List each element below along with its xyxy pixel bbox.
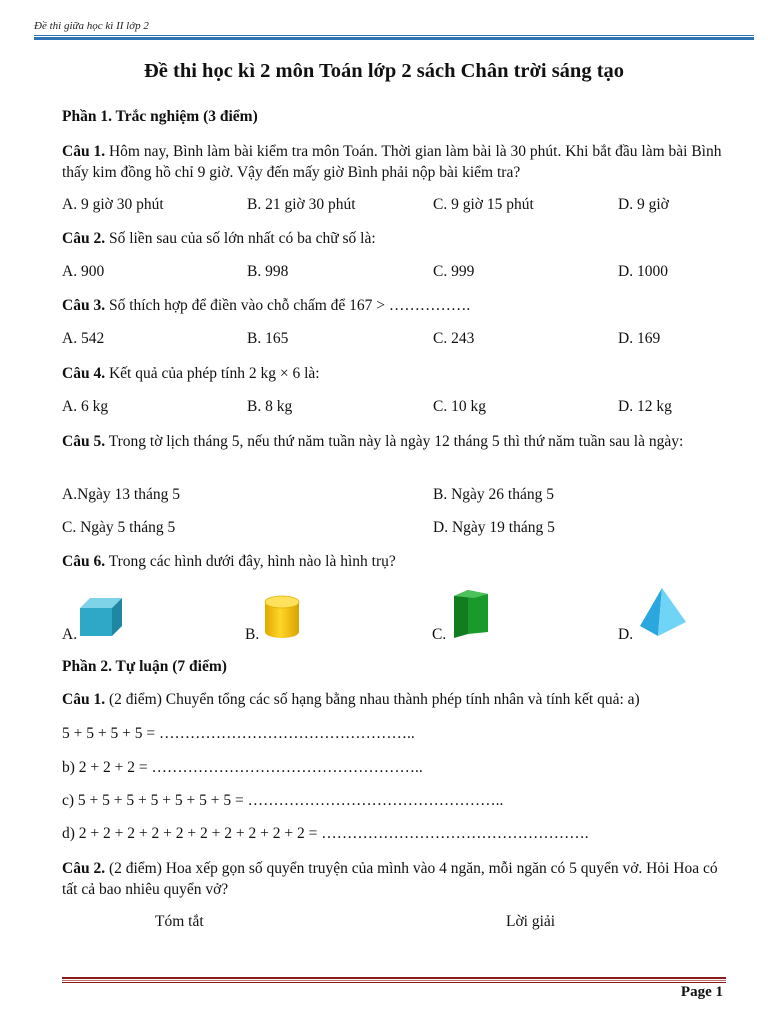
running-header: Đề thi giữa học kì II lớp 2 [34, 20, 149, 32]
document-title: Đề thi học kì 2 môn Toán lớp 2 sách Chân trời sáng tạo [143, 60, 625, 82]
q1-option-a: A. 9 giờ 30 phút [62, 196, 164, 213]
question-2 [62, 230, 376, 248]
part2-heading [62, 658, 227, 676]
question-5-label: Câu 5. [62, 433, 106, 450]
part1-heading-text: Phần 1. Trắc nghiệm (3 điểm) [62, 108, 258, 125]
question-3-label: Câu 3. [62, 297, 106, 314]
q2-option-a: A. 900 [62, 263, 105, 280]
pyramid-icon [636, 586, 688, 638]
question-2-label: Câu 2. [62, 230, 106, 247]
q4-option-d: D. 12 kg [618, 398, 672, 415]
q5-option-c: C. Ngày 5 tháng 5 [62, 519, 176, 536]
question-3 [62, 297, 470, 315]
q6-option-a: A. [62, 626, 78, 643]
essay-question-2 [62, 858, 724, 900]
q2-option-c: C. 999 [433, 263, 475, 280]
header-rule [34, 35, 754, 36]
page-number: Page 1 [680, 984, 723, 1000]
q3-option-b: B. 165 [247, 330, 289, 347]
question-4-label: Câu 4. [62, 365, 106, 382]
triangular-prism-icon [452, 588, 494, 640]
question-6-label: Câu 6. [62, 553, 106, 570]
q5-option-b: B. Ngày 26 tháng 5 [433, 486, 554, 503]
q4-option-a: A. 6 kg [62, 398, 109, 415]
question-5-text: Trong tờ lịch tháng 5, nếu thứ năm tuần này là ngày 12 tháng 5 thì thứ năm tuần sau là ngày: [108, 433, 684, 450]
question-4-text: Kết quả của phép tính 2 kg × 6 là: [108, 365, 320, 382]
question-1-label: Câu 1. [62, 143, 106, 160]
q3-option-d: D. 169 [618, 330, 661, 347]
q4-option-c: C. 10 kg [433, 398, 486, 415]
q2-option-d: D. 1000 [618, 263, 668, 280]
summary-label: Tóm tắt [155, 913, 204, 930]
header-rule-thick [34, 37, 754, 40]
solution-label: Lời giải [506, 913, 556, 930]
question-1 [62, 141, 724, 183]
q3-option-a: A. 542 [62, 330, 105, 347]
q6-option-d: D. [618, 626, 634, 643]
essay-line-d: d) 2 + 2 + 2 + 2 + 2 + 2 + 2 + 2 + 2 + 2 = ……………………………………………. [62, 825, 589, 842]
essay-line-a: 5 + 5 + 5 + 5 = ………………………………………….. [62, 725, 415, 742]
essay-question-2-label: Câu 2. [62, 860, 106, 877]
essay-question-2-text: (2 điểm) Hoa xếp gọn số quyển truyện của mình vào 4 ngăn, mỗi ngăn có 5 quyển vở. Hỏi Hoa có tất cả bao nhiêu quyển vở? [62, 860, 718, 898]
essay-question-1 [62, 691, 640, 709]
essay-question-1-text: (2 điểm) Chuyển tổng các số hạng bằng nhau thành phép tính nhân và tính kết quả: a) [108, 691, 640, 708]
part1-heading [62, 108, 258, 126]
q6-option-b: B. [245, 626, 260, 643]
q1-option-d: D. 9 giờ [618, 196, 669, 213]
cylinder-icon [262, 594, 302, 640]
footer-rule-bottom [62, 982, 726, 983]
q1-option-b: B. 21 giờ 30 phút [247, 196, 356, 213]
q4-option-b: B. 8 kg [247, 398, 293, 415]
q1-option-c: C. 9 giờ 15 phút [433, 196, 534, 213]
cube-icon [78, 596, 124, 638]
question-1-text: Hôm nay, Bình làm bài kiểm tra môn Toán. Thời gian làm bài là 30 phút. Khi bắt đầu làm bài Bình thấy kim đồng hồ chỉ 9 giờ. Vậy đến mấy giờ Bình phải nộp bài kiểm tra? [62, 143, 722, 181]
question-6-text: Trong các hình dưới đây, hình nào là hình trụ? [108, 553, 396, 570]
q5-option-a: A.Ngày 13 tháng 5 [62, 486, 180, 503]
question-3-text: Số thích hợp để điền vào chỗ chấm để 167 > ……………. [108, 297, 471, 314]
question-2-text: Số liền sau của số lớn nhất có ba chữ số là: [108, 230, 376, 247]
q5-option-d: D. Ngày 19 tháng 5 [433, 519, 555, 536]
question-5 [62, 431, 724, 452]
q2-option-b: B. 998 [247, 263, 289, 280]
footer-rule [62, 977, 726, 979]
question-6 [62, 553, 396, 571]
essay-line-b: b) 2 + 2 + 2 = …………………………………………….. [62, 759, 423, 776]
q6-option-c: C. [432, 626, 447, 643]
question-4 [62, 365, 320, 383]
essay-line-c: c) 5 + 5 + 5 + 5 + 5 + 5 + 5 = ………………………………………….. [62, 792, 504, 809]
essay-question-1-label: Câu 1. [62, 691, 106, 708]
footer-rule-mid [62, 980, 726, 981]
part2-heading-text: Phần 2. Tự luận (7 điểm) [62, 658, 227, 675]
q3-option-c: C. 243 [433, 330, 475, 347]
